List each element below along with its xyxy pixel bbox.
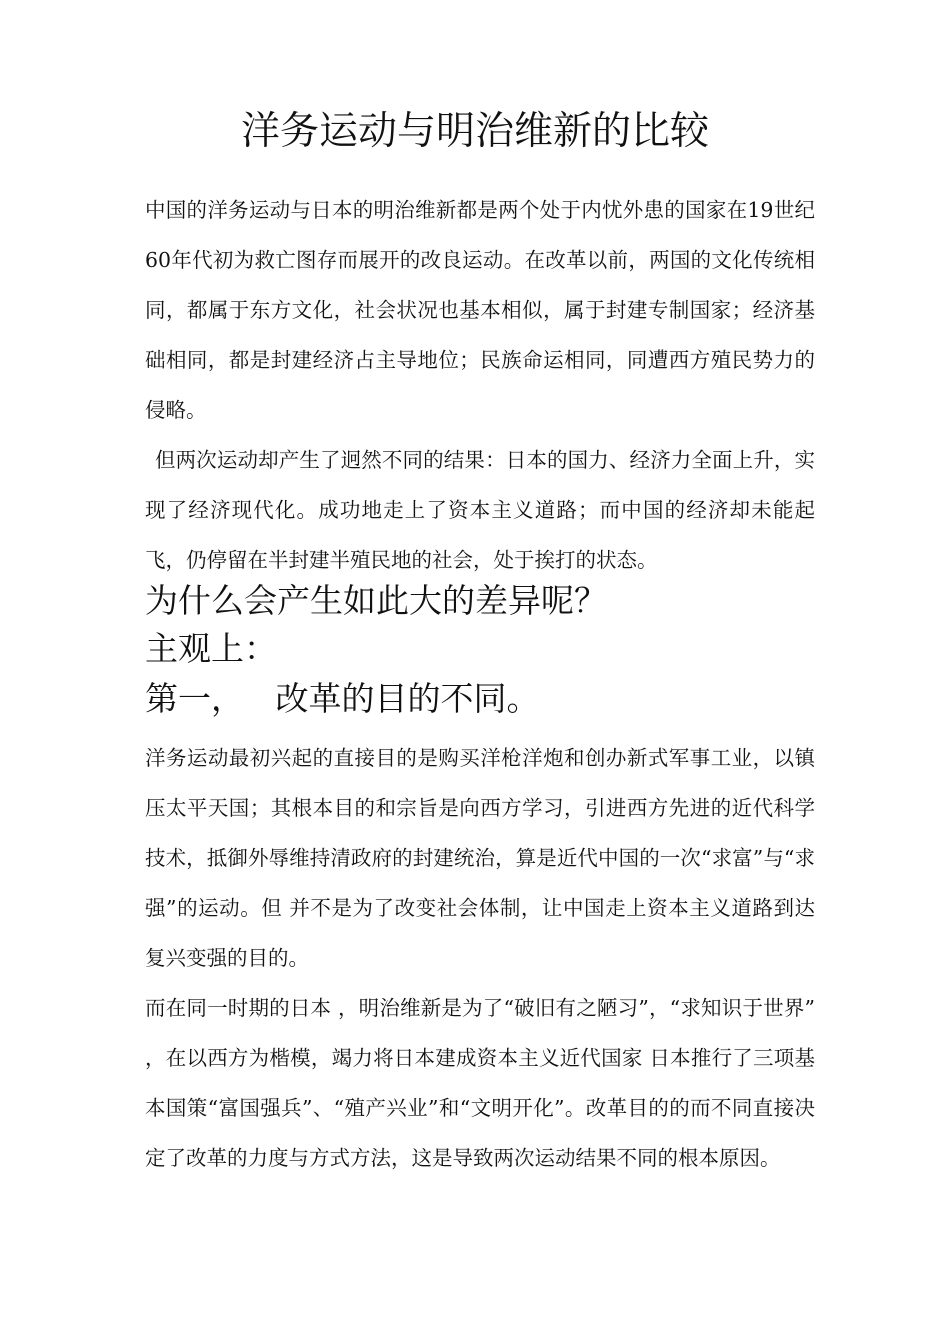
meiji-paragraph: 而在同一时期的日本 ，明治维新是为了“破旧有之陋习”，“求知识于世界” ，在以西方为楷模，竭力将日本建成资本主义近代国家 日本推行了三项基本国策“富国强兵”、“殖产兴业”和“文明开化”。改革目的的而不同直接决定了改革的力度与方式方法，这是导致两次运动结果不同的根本原因。 (145, 996, 815, 1170)
question-heading: 为什么会产生如此大的差异呢？ (145, 581, 607, 620)
subjective-heading: 主观上： (145, 629, 277, 668)
result-paragraph: 但两次运动却产生了迥然不同的结果：日本的国力、经济力全面上升，实现了经济现代化。成功地走上了资本主义道路；而中国的经济却未能起飞，仍停留在半封建半殖民地的社会，处于挨打的状态。 (145, 448, 815, 572)
intro-paragraph: 中国的洋务运动与日本的明治维新都是两个处于内忧外患的国家在19世纪60年代初为救亡图存而展开的改良运动。在改革以前，两国的文化传统相同，都属于东方文化，社会状况也基本相似，属于封建专制国家；经济基础相同，都是封建经济占主导地位；民族命运相同，同遭西方殖民势力的侵略。 (145, 198, 815, 422)
first-point-heading: 第一， 改革的目的不同。 (145, 679, 540, 718)
westernization-paragraph: 洋务运动最初兴起的直接目的是购买洋枪洋炮和创办新式军事工业，以镇压太平天国；其根本目的和宗旨是向西方学习，引进西方先进的近代科学技术，抵御外辱维持清政府的封建统治，算是近代中国的一次“求富”与“求强”的运动。但 并不是为了改变社会体制，让中国走上资本主义道路到达复兴变强的目的。 (145, 746, 815, 970)
document-title: 洋务运动与明治维新的比较 (240, 109, 709, 154)
